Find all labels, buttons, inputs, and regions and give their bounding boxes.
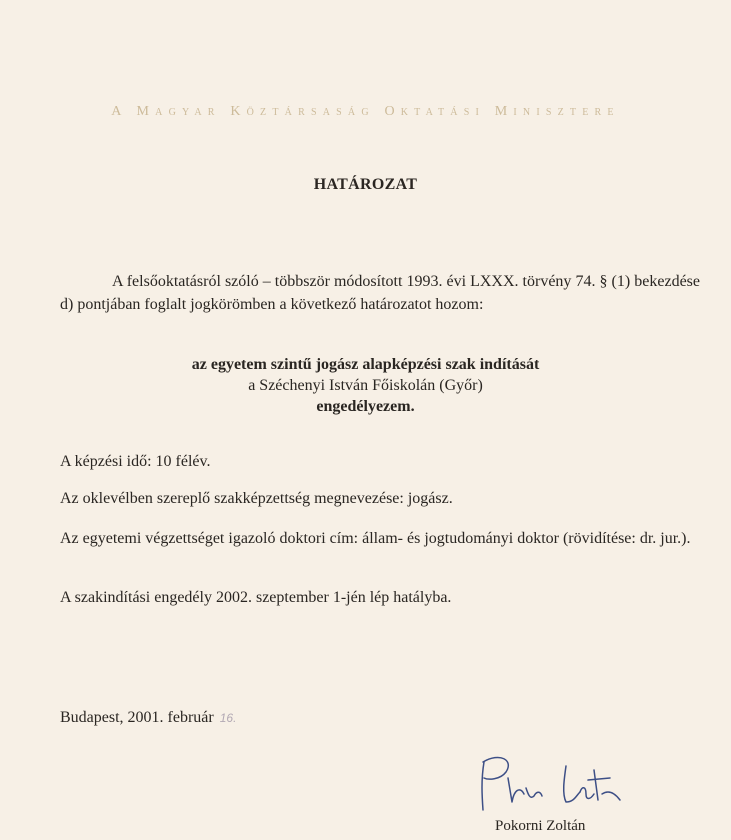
handwritten-day: 16. bbox=[219, 711, 237, 725]
document-title: HATÁROZAT bbox=[313, 176, 418, 193]
decision-block bbox=[0, 354, 731, 417]
signature bbox=[470, 750, 640, 816]
signer-name: Pokorni Zoltán bbox=[495, 818, 586, 834]
doctoral-title: Az egyetemi végzettséget igazoló doktori cím: állam- és jogtudományi doktor (rövidítése: dr. jur.). bbox=[60, 530, 691, 547]
decision-line-3: engedélyezem. bbox=[316, 398, 415, 415]
qualification-name: Az oklevélben szereplő szakképzettség megnevezése: jogász. bbox=[60, 490, 453, 507]
place-and-date bbox=[60, 706, 236, 730]
decision-line-2: a Széchenyi István Főiskolán (Győr) bbox=[248, 377, 483, 394]
ministry-letterhead: A Magyar Köztársaság Oktatási Minisztere bbox=[111, 104, 620, 119]
intro-paragraph: A felsőoktatásról szóló – többször módosított 1993. évi LXXX. törvény 74. § (1) bekezdése d) pontjában foglalt jogkörömben a következő határozatot hozom: bbox=[60, 273, 700, 313]
training-duration: A képzési idő: 10 félév. bbox=[60, 453, 211, 470]
effective-date: A szakindítási engedély 2002. szeptember 1-jén lép hatályba. bbox=[60, 589, 452, 606]
decision-line-1: az egyetem szintű jogász alapképzési szak indítását bbox=[191, 356, 540, 373]
place-date-text: Budapest, 2001. február bbox=[60, 709, 214, 726]
